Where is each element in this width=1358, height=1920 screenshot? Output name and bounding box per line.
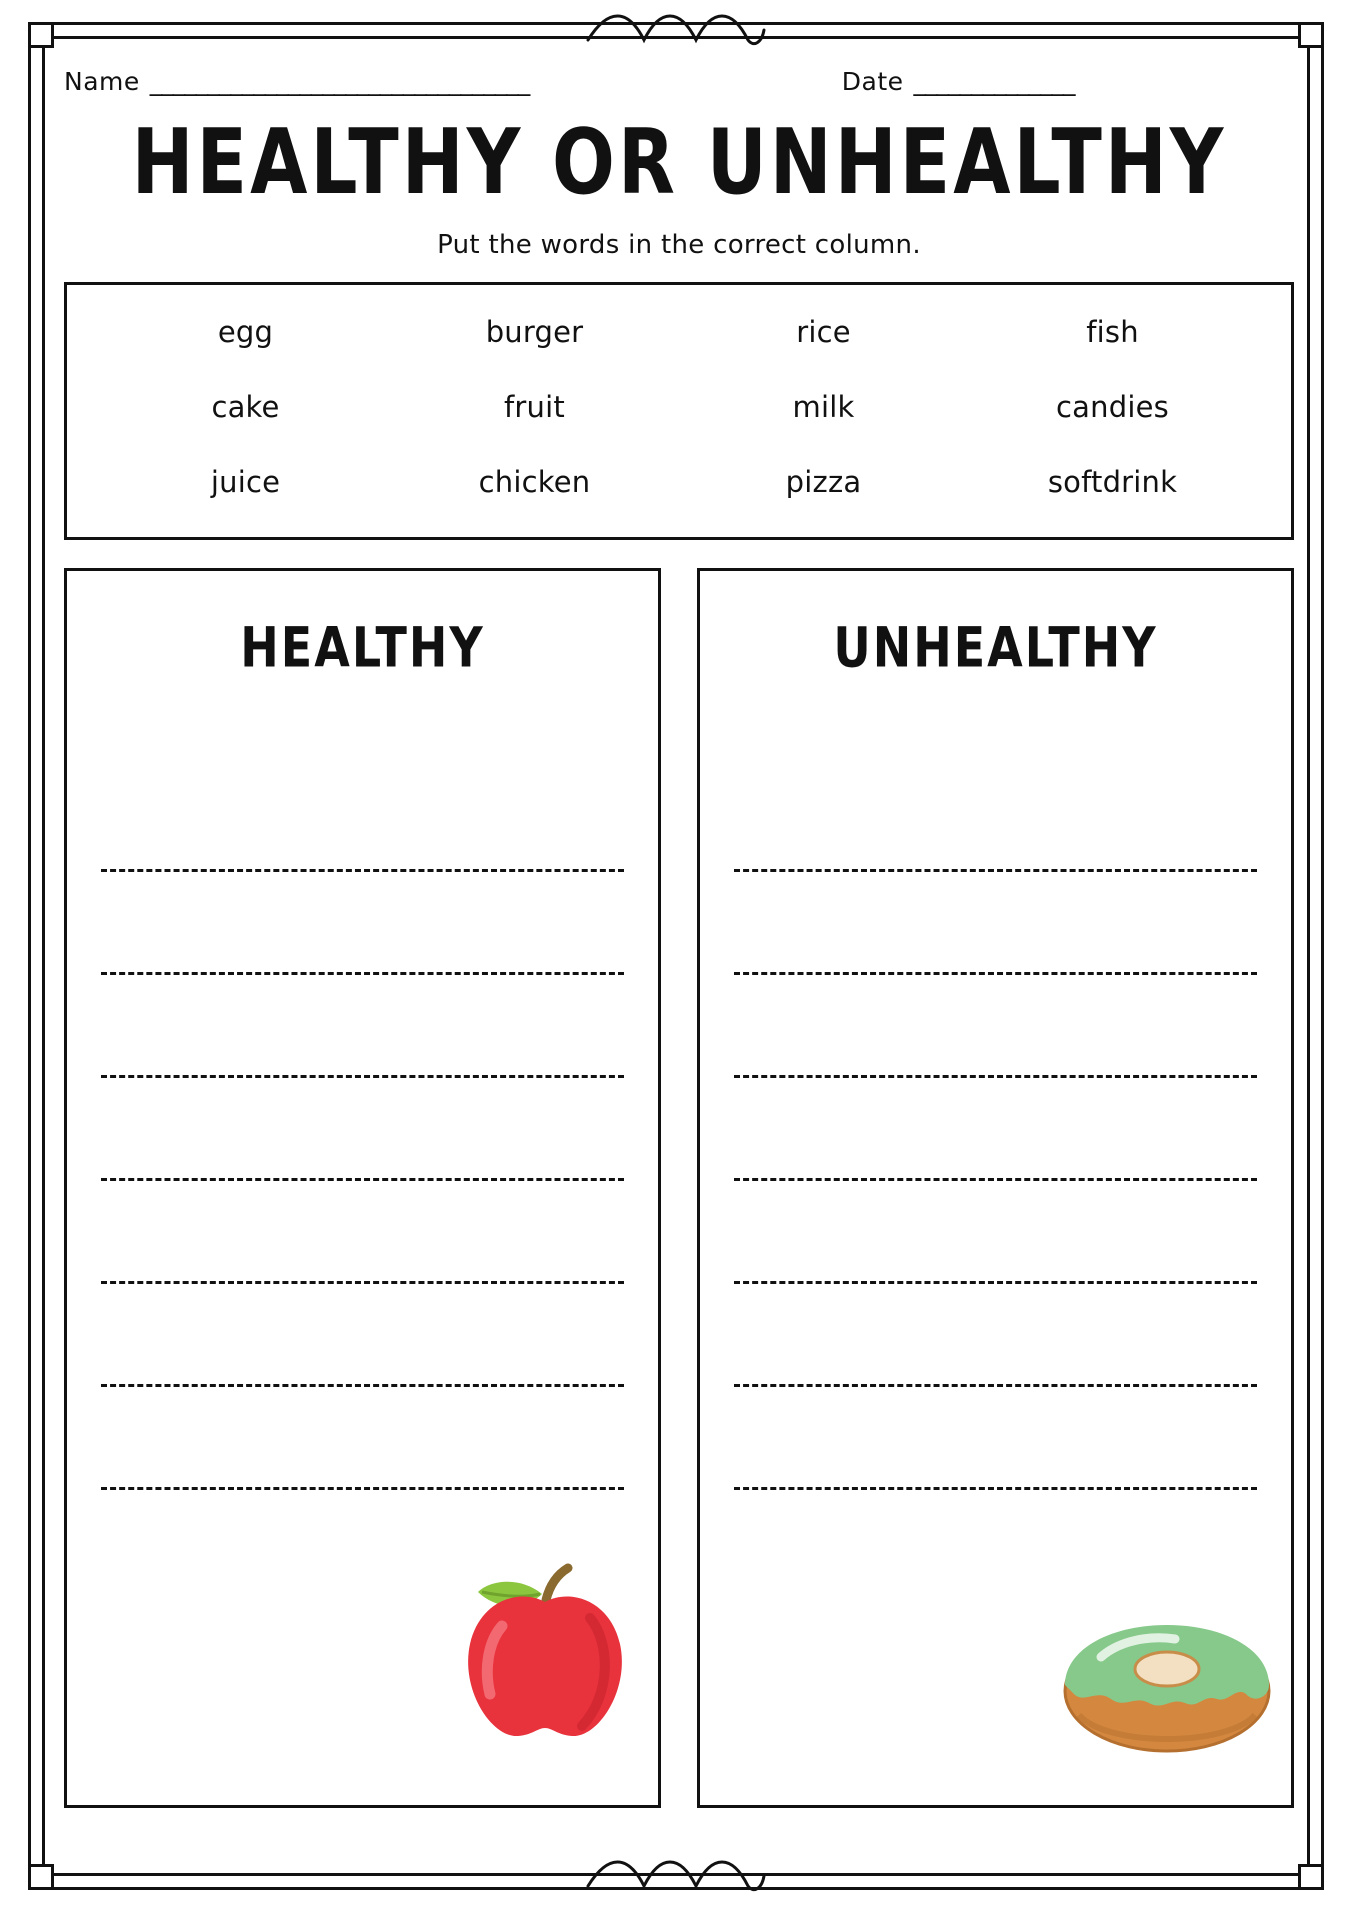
word-bank-word[interactable]: egg — [217, 314, 274, 349]
answer-line[interactable] — [734, 975, 1257, 1078]
word-bank — [64, 282, 1294, 540]
answer-line[interactable] — [101, 1284, 624, 1387]
answer-line[interactable] — [734, 1181, 1257, 1284]
answer-line[interactable] — [101, 769, 624, 872]
answer-line[interactable] — [734, 1078, 1257, 1181]
word-bank-row — [101, 390, 1257, 465]
name-input-rule[interactable]: _________________________________ — [149, 67, 530, 96]
answer-line[interactable] — [734, 769, 1257, 872]
answer-columns — [64, 568, 1294, 1808]
column-healthy — [64, 568, 661, 1808]
donut-icon — [1057, 1599, 1277, 1763]
word-bank-word[interactable]: burger — [485, 314, 584, 349]
name-label: Name — [64, 67, 140, 96]
answer-line[interactable] — [101, 975, 624, 1078]
corner-ornament-top-left — [28, 22, 54, 48]
apple-icon — [450, 1558, 640, 1747]
word-bank-word[interactable]: chicken — [478, 464, 591, 499]
word-bank-word[interactable]: softdrink — [1047, 464, 1178, 499]
date-input-rule[interactable]: ______________ — [913, 67, 1075, 96]
corner-ornament-bottom-left — [28, 1864, 54, 1890]
answer-line[interactable] — [101, 1078, 624, 1181]
word-bank-word[interactable]: candies — [1056, 389, 1169, 424]
corner-ornament-bottom-right — [1298, 1864, 1324, 1890]
name-date-row — [64, 52, 1294, 98]
worksheet-content — [64, 52, 1294, 1862]
answer-line[interactable] — [734, 1284, 1257, 1387]
answer-lines-unhealthy — [734, 769, 1257, 1490]
date-label: Date — [841, 67, 904, 96]
answer-line[interactable] — [734, 1387, 1257, 1490]
answer-line[interactable] — [101, 1181, 624, 1284]
instruction-text: Put the words in the correct column. — [437, 229, 921, 260]
answer-line[interactable] — [101, 872, 624, 975]
corner-ornament-top-right — [1298, 22, 1324, 48]
word-bank-word[interactable]: fish — [1086, 314, 1139, 349]
column-title-unhealthy: UNHEALTHY — [833, 614, 1158, 680]
word-bank-word[interactable]: juice — [210, 464, 281, 499]
word-bank-word[interactable]: milk — [792, 389, 855, 424]
word-bank-word[interactable]: fruit — [504, 389, 565, 424]
word-bank-word[interactable]: rice — [796, 314, 851, 349]
word-bank-row — [101, 315, 1257, 390]
page-title: HEALTHY OR UNHEALTHY — [131, 109, 1227, 215]
answer-line[interactable] — [734, 872, 1257, 975]
column-title-healthy: HEALTHY — [240, 614, 485, 680]
answer-lines-healthy — [101, 769, 624, 1490]
column-unhealthy — [697, 568, 1294, 1808]
word-bank-word[interactable]: cake — [211, 389, 280, 424]
word-bank-word[interactable]: pizza — [785, 464, 862, 499]
squiggle-ornament-top — [586, 6, 766, 46]
word-bank-row — [101, 465, 1257, 540]
answer-line[interactable] — [101, 1387, 624, 1490]
squiggle-ornament-bottom — [586, 1852, 766, 1892]
